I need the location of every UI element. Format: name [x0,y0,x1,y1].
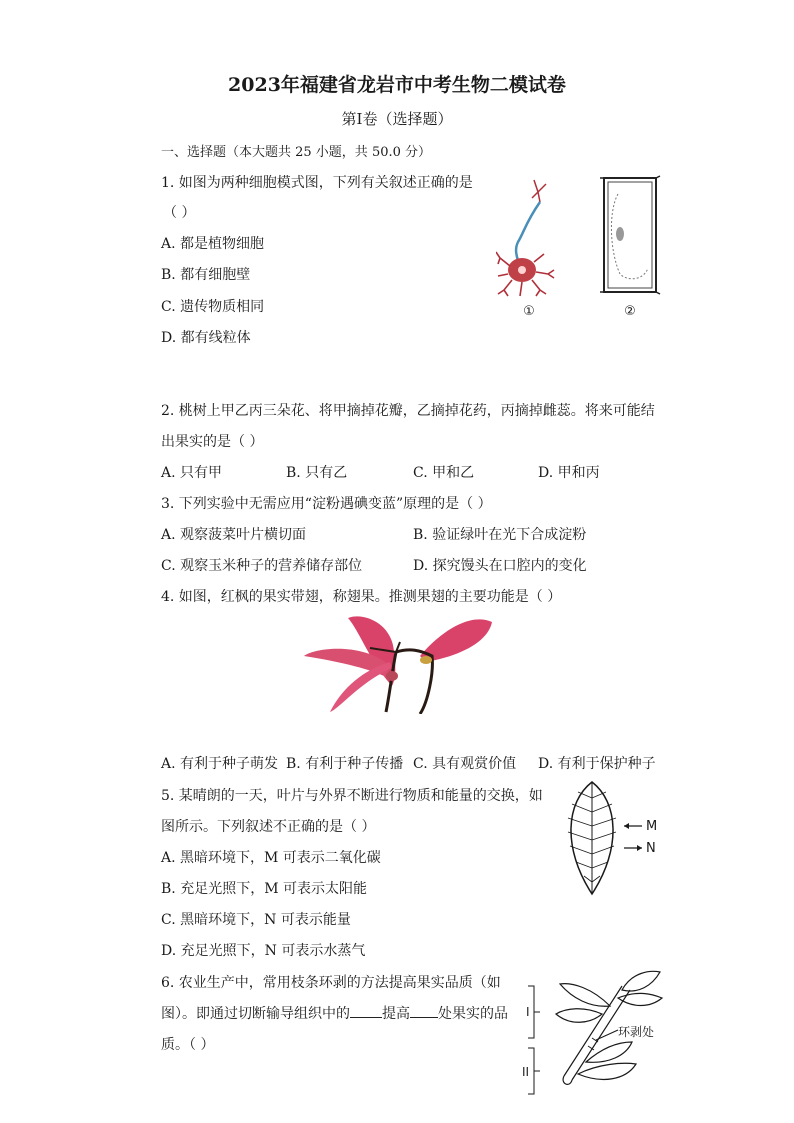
fig-label-1: ① [523,304,535,319]
pointer-arrow-icon [596,1030,618,1040]
fig-label-upper: I [526,1005,530,1019]
q2-option-d[interactable]: D. 甲和丙 [538,465,600,481]
q6-stem-line3: 质。（ ） [161,1037,215,1053]
q1-option-c[interactable]: C. 遗传物质相同 [161,299,265,315]
q1-stem-line2: （ ） [163,205,196,221]
q3-option-d[interactable]: D. 探究馒头在口腔内的变化 [413,558,587,574]
plant-cell-icon [600,176,660,294]
q1-option-d[interactable]: D. 都有线粒体 [161,330,251,346]
q6-branch-figure [522,968,672,1098]
q6-blank-1[interactable] [350,1005,382,1018]
neuron-cell-icon [496,180,554,296]
q2-option-c[interactable]: C. 甲和乙 [413,465,475,481]
q1-stem-line1: 1. 如图为两种细胞模式图，下列有关叙述正确的是 [161,175,473,191]
q1-option-b[interactable]: B. 都有细胞壁 [161,267,251,283]
q3-option-a[interactable]: A. 观察菠菜叶片横切面 [161,527,307,543]
q6-text-b: 提高 [382,1006,410,1022]
q1-option-a[interactable]: A. 都是植物细胞 [161,236,265,252]
q6-text-c: 处果实的品 [438,1006,508,1022]
q4-option-b[interactable]: B. 有利于种子传播 [286,756,404,772]
q4-option-d[interactable]: D. 有利于保护种子 [538,756,656,772]
q2-option-a[interactable]: A. 只有甲 [161,465,223,481]
q4-option-c[interactable]: C. 具有观赏价值 [413,756,517,772]
q2-stem-line1: 2. 桃树上甲乙丙三朵花、将甲摘掉花瓣，乙摘掉花药，丙摘掉雌蕊。将来可能结 [161,403,655,419]
q5-option-d[interactable]: D. 充足光照下，N 可表示水蒸气 [161,943,366,959]
samara-icon [304,616,492,714]
q5-stem-line1: 5. 某晴朗的一天，叶片与外界不断进行物质和能量的交换，如 [161,788,543,804]
q5-leaf-figure [558,778,668,900]
q5-option-a[interactable]: A. 黑暗环境下，M 可表示二氧化碳 [161,850,381,866]
q3-option-c[interactable]: C. 观察玉米种子的营养储存部位 [161,558,363,574]
q4-option-a[interactable]: A. 有利于种子萌发 [161,756,279,772]
q6-stem-line2 [161,1003,508,1023]
leaf-icon [568,782,616,894]
fig-label-lower: II [522,1065,530,1079]
q4-stem: 4. 如图，红枫的果实带翅，称翅果。推测果翅的主要功能是（ ） [161,589,562,605]
q5-option-c[interactable]: C. 黑暗环境下，N 可表示能量 [161,912,351,928]
q6-text-a: 图）。即通过切断输导组织中的 [161,1006,350,1022]
q5-stem-line2: 图所示。下列叙述不正确的是（ ） [161,819,376,835]
q3-option-b[interactable]: B. 验证绿叶在光下合成淀粉 [413,527,587,543]
fig-label-n: N [646,841,656,856]
q6-blank-2[interactable] [410,1005,438,1018]
q2-option-b[interactable]: B. 只有乙 [286,465,348,481]
section-heading: 一、选择题（本大题共 25 小题，共 50.0 分） [161,145,432,160]
q3-stem: 3. 下列实验中无需应用“淀粉遇碘变蓝”原理的是（ ） [161,496,492,512]
page-subtitle: 第I卷（选择题） [341,110,453,128]
q5-option-b[interactable]: B. 充足光照下，M 可表示太阳能 [161,881,367,897]
fig-label-girdle: 环剥处 [618,1025,655,1039]
page-title: 2023年福建省龙岩市中考生物二模试卷 [228,74,566,96]
fig-label-m: M [646,819,658,834]
samara-fruit-image [300,612,496,714]
q2-stem-line2: 出果实的是（ ） [161,434,264,450]
q6-stem-line1: 6. 农业生产中，常用枝条环剥的方法提高果实品质（如 [161,975,501,991]
fig-label-2: ② [624,304,636,319]
q1-cell-figure [496,172,666,322]
